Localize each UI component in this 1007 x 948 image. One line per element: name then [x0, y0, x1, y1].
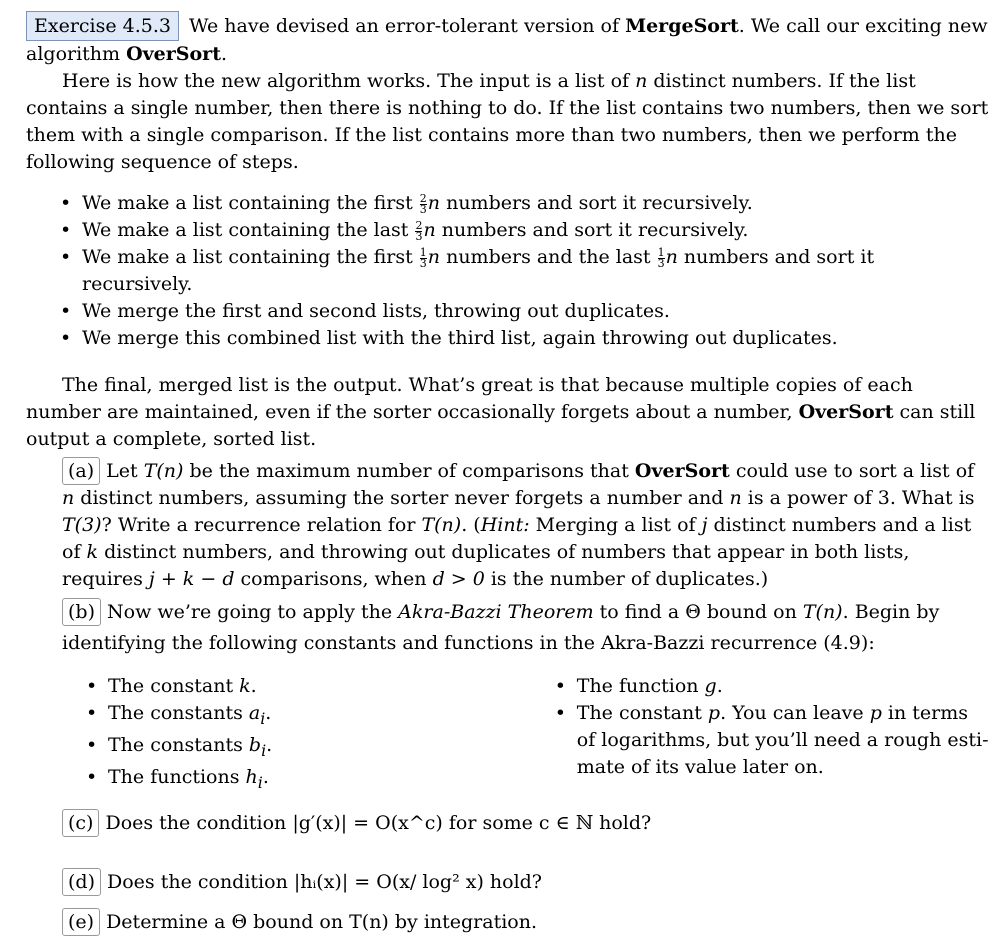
list-item: • The constants $a_i$.	[108, 700, 555, 732]
para1-text-b: distinct numbers. If the list contains a single number, then there is nothing to do. If the list contains two numbers, then we sort them with a single comparison. If the list contains more than two numbers, then we perform the following sequence of steps.	[26, 70, 989, 173]
step-item: • We make a list containing the first $\frac{2}{3}$ n numbers and sort it recursively.	[82, 190, 989, 217]
list-item: • The function g.	[577, 673, 989, 700]
step-list	[26, 190, 989, 352]
para1-text-a: Here is how the new algorithm works. The input is a list of	[62, 70, 636, 92]
exercise-intro	[26, 11, 989, 68]
para2-text-a: The final, merged list is the output. What’s great is that because multiple copies of each number are maintained, even if the sorter occasionally forgets about a number,	[26, 374, 913, 423]
para2-text-b: can still output a complete, sorted list.	[26, 401, 976, 450]
oversort-term: OverSort	[126, 43, 221, 65]
part-c	[62, 809, 989, 837]
part-d-label: (d)	[62, 868, 101, 896]
part-a: (a) Let T(n) be the maximum number of comparisons that OverSort could use to sort a list of n distinct numbers, assuming the sorter never forgets a number and n is a power of 3. What is T(3)? Write a recurrence relation for T(n). (Hint: Merging a list of j distinct numbers and a list of k distinct numbers, and throwing out duplicates of numbers that appear in both lists, requires j + k − d comparisons, when d > 0 is the number of duplicates.)	[62, 457, 989, 593]
list-item: • The constants $b_i$.	[108, 732, 555, 764]
part-e-text: Determine a Θ bound on T(n) by integration.	[106, 911, 538, 934]
output-description	[26, 372, 989, 453]
part-c-label: (c)	[62, 809, 99, 837]
left-column	[86, 673, 555, 795]
list-item: • The functions $h_i$.	[108, 764, 555, 796]
list-item: • The constant p. You can leave p in terms of logarithms, but you’ll need a rough esti-mate of its value later on.	[577, 700, 989, 781]
exercise-label: Exercise 4.5.3	[26, 11, 179, 41]
part-b-label: (b)	[62, 598, 101, 626]
right-column	[555, 673, 989, 795]
akra-bazzi-term: Akra-Bazzi Theorem	[398, 601, 594, 623]
part-e-label: (e)	[62, 908, 100, 936]
step-item: • We merge this combined list with the third list, again throwing out duplicates.	[82, 325, 989, 352]
var-n: n	[635, 70, 648, 92]
part-e	[62, 908, 989, 936]
step-item: • We make a list containing the first $\frac{1}{3}$ n numbers and the last $\frac{1}{3}$ n numbers and sort it recursively.	[82, 244, 989, 298]
intro-text-c: .	[220, 43, 228, 65]
oversort-term-2: OverSort	[798, 401, 894, 423]
algorithm-description	[26, 68, 989, 176]
mergesort-term: MergeSort	[625, 15, 739, 37]
exercise-page	[26, 10, 989, 936]
part-a-label: (a)	[62, 457, 100, 485]
part-c-text: Does the condition |g′(x)| = O(x^c) for some c ∈ ℕ hold?	[105, 812, 652, 835]
step-item: • We make a list containing the last $\frac{2}{3}$ n numbers and sort it recursively.	[82, 217, 989, 244]
part-d	[62, 868, 989, 896]
part-b: (b) Now we’re going to apply the Akra-Bazzi Theorem to find a Θ bound on T(n). Begin by identifying the following constants and functions in the Akra-Bazzi recurrence (4.9):	[62, 597, 989, 659]
part-d-text: Does the condition |hᵢ(x)| = O(x/ log² x) hold?	[107, 871, 542, 894]
list-item: • The constant k.	[108, 673, 555, 700]
identification-list	[86, 673, 989, 795]
step-item: • We merge the first and second lists, throwing out duplicates.	[82, 298, 989, 325]
intro-text-b: . We call our exciting new algorithm	[26, 15, 988, 65]
intro-text-a: We have devised an error-tolerant version of	[189, 15, 626, 37]
